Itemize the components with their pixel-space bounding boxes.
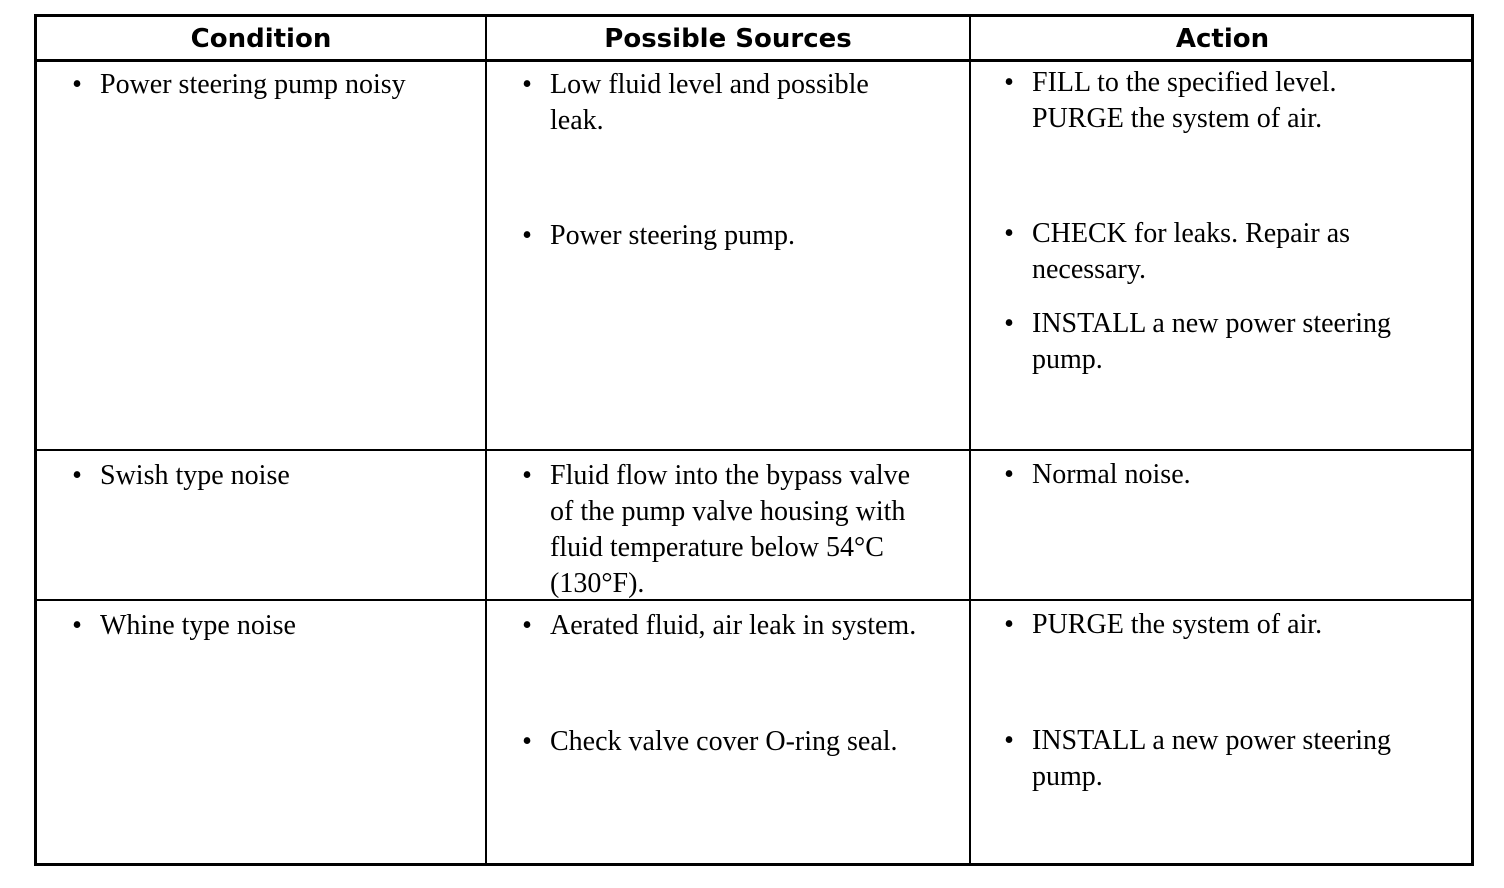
list-item: • Normal noise. bbox=[999, 457, 1439, 493]
bullet-icon: • bbox=[522, 69, 532, 100]
header-condition: Condition bbox=[190, 24, 332, 54]
bullet-icon: • bbox=[72, 610, 82, 641]
bullet-icon: • bbox=[1004, 725, 1014, 756]
list-item: • Low fluid level and possible leak. bbox=[517, 67, 937, 139]
list-item: • Aerated fluid, air leak in system. bbox=[517, 608, 962, 644]
list-item: • INSTALL a new power steering pump. bbox=[999, 723, 1439, 795]
list-item: • Whine type noise bbox=[67, 608, 467, 644]
bullet-icon: • bbox=[72, 69, 82, 100]
diagnosis-table bbox=[34, 14, 1474, 866]
header-action: Action bbox=[1175, 24, 1270, 54]
bullet-icon: • bbox=[1004, 67, 1014, 98]
list-item: • Check valve cover O-ring seal. bbox=[517, 724, 962, 760]
bullet-icon: • bbox=[522, 220, 532, 251]
bullet-icon: • bbox=[522, 610, 532, 641]
list-item: • PURGE the system of air. bbox=[999, 607, 1439, 643]
bullet-icon: • bbox=[522, 460, 532, 491]
list-item: • Swish type noise bbox=[67, 458, 467, 494]
bullet-icon: • bbox=[1004, 308, 1014, 339]
column-divider bbox=[969, 17, 971, 863]
bullet-icon: • bbox=[1004, 459, 1014, 490]
list-item: • Fluid flow into the bypass valve of the pump valve housing with fluid temperature below 54°C (130°F). bbox=[517, 458, 957, 602]
bullet-icon: • bbox=[72, 460, 82, 491]
list-item: • Power steering pump noisy bbox=[67, 67, 467, 103]
bullet-icon: • bbox=[522, 726, 532, 757]
list-item: • FILL to the specified level. PURGE the system of air. bbox=[999, 65, 1439, 137]
list-item: • INSTALL a new power steering pump. bbox=[999, 306, 1439, 378]
row-divider bbox=[37, 449, 1471, 451]
bullet-icon: • bbox=[1004, 609, 1014, 640]
list-item: • CHECK for leaks. Repair as necessary. bbox=[999, 216, 1439, 288]
column-divider bbox=[485, 17, 487, 863]
list-item: • Power steering pump. bbox=[517, 218, 937, 254]
bullet-icon: • bbox=[1004, 218, 1014, 249]
header-possible-sources: Possible Sources bbox=[604, 24, 852, 54]
